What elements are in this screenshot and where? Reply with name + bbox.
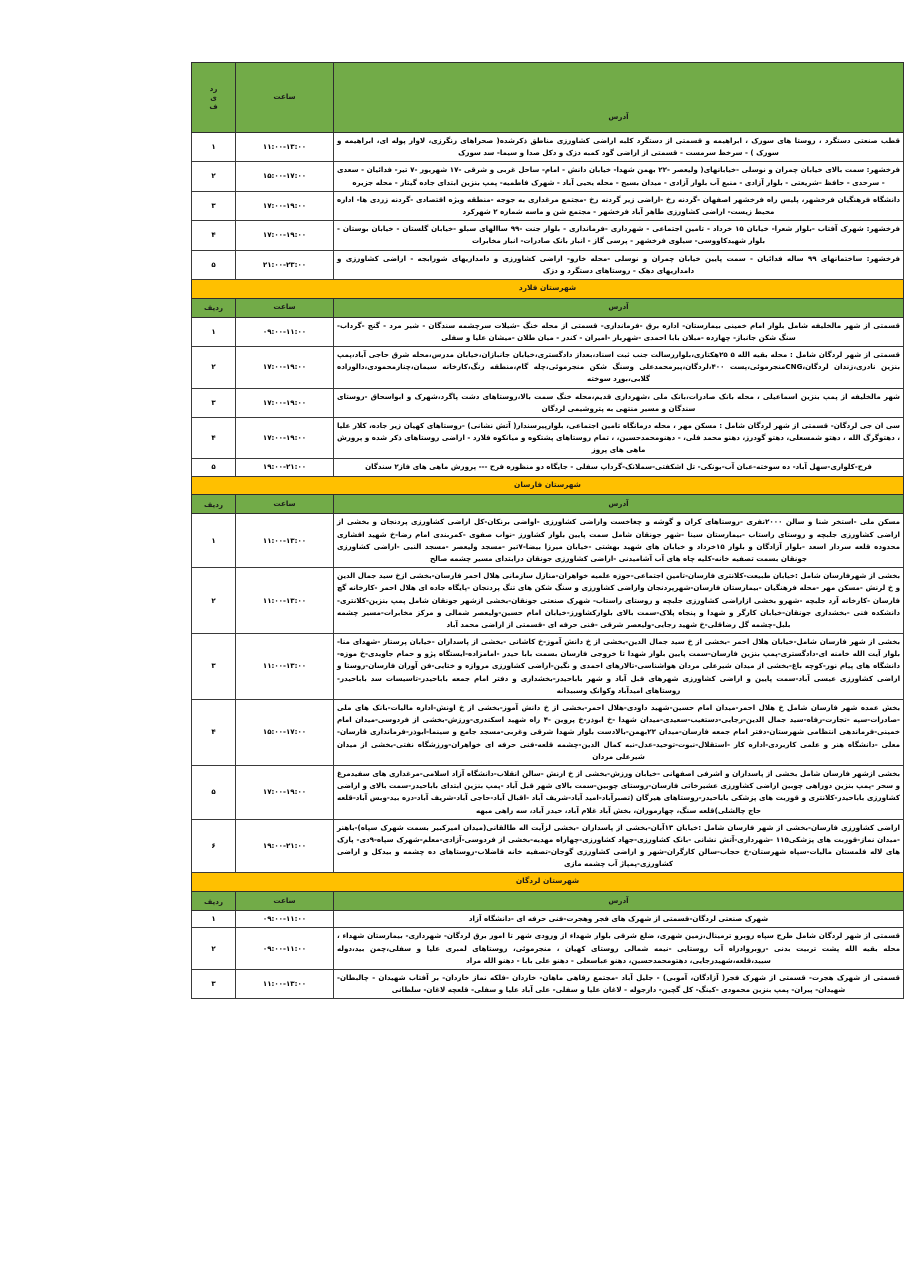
cell-row-number: ۳: [192, 388, 236, 417]
column-header-row: [192, 495, 904, 514]
row-number-label-part-2: ی: [210, 93, 217, 102]
column-header-row: [192, 63, 904, 133]
cell-time: ۱۷:۰۰-۱۹:۰۰: [236, 417, 334, 459]
column-header-row: [192, 298, 904, 317]
cell-address: سی ان جی لردگان- قسمتی از شهر لردگان شامل : مسکن مهر ، محله درمانگاه تامین اجتماعی، بلوارپیرسندار( آتش نشانی) -روستاهای کهیان زیر جاده، کلار علیا ، دهتوگرگ الله ، دهتو شمسعلی، دهتو گودرز، دهنو محمد فلی، - دهنومحمدحسین، ، تمام روستاهای پشتکوه و میانکوه فلارد - اراضی روستاهای ذکر شده و پرورش ماهی های پروز: [334, 417, 904, 459]
cell-address: قسمتی از شهر مالخلیفه شامل بلوار امام خمینی بیمارستان- اداره برق -فرمانداری- قسمتی از محله خنگ -شیلات سرچشمه سندگان - شیر مرد - گنج -گرداب- سنگ شکن جانباز- چهارده -مبلان بابا احمدی -شهربار -امیران - کندر - میان طلان -میشان علیا و سفلی: [334, 317, 904, 346]
row-number-label: ردیف: [203, 896, 224, 906]
cell-row-number: ۳: [192, 191, 236, 220]
cell-address: قسمتی از شهرک هجرت- قسمتی از شهرک فجر( آزادگان، آموبی) - جلیل آباد -مجتمع رفاهی ماهان- خاردان -فلکه نماز خاردان- بر آفتاب شهیدان - چالبطان- شهیدان- پیران- پمپ بنزین محمودی -کینگ- کل گچین- دارجوله - لاغان علیا و سفلی- علی آباد علیا و سفلی- قلعچه لاغان- سلطانی: [334, 969, 904, 998]
column-header-row: [192, 892, 904, 911]
table-row: [192, 317, 904, 346]
column-header-address: آدرس: [334, 495, 904, 514]
section-title: شهرستان لردگان: [192, 873, 904, 892]
cell-time: ۱۷:۰۰-۱۹:۰۰: [236, 221, 334, 250]
row-number-label: ردیف: [203, 303, 224, 313]
cell-address: شهرک صنعتی لردگان-قسمتی از شهرک های فجر وهجرت-فنی حرفه ای -دانشگاه آزاد: [334, 911, 904, 928]
cell-time: ۱۹:۰۰-۲۱:۰۰: [236, 459, 334, 476]
cell-address: شهر مالخلیفه از پمپ بنزین اسماعیلی ، محله بانک صادرات،بانک ملی ،شهرداری قدیم،محله خنگ سمت بالا،روستاهای دشت پاگرد،شهرک و ابواسحاق -روستای سندگان و مسیر منتهی به پتروشیمی لردگان: [334, 388, 904, 417]
table-row: [192, 250, 904, 279]
column-header-address: آدرس: [334, 298, 904, 317]
table-row: [192, 568, 904, 634]
column-header-time: ساعت: [236, 298, 334, 317]
cell-address: فرخشهر: ساختمانهای ۹۹ ساله فدائیان - سمت پایین خیابان چمران و نوسلی -محله خارو- اراضی کشاورزی و دامداریهای شورابجه - اراضی کشاورزی و دامداریهای دهک - روستاهای دستگرد و دزک: [334, 250, 904, 279]
row-number-label-stack: [193, 500, 234, 509]
table-row: [192, 459, 904, 476]
cell-row-number: ۴: [192, 417, 236, 459]
cell-row-number: ۴: [192, 700, 236, 766]
cell-time: ۱۷:۰۰-۱۹:۰۰: [236, 346, 334, 388]
cell-time: ۰۹:۰۰-۱۱:۰۰: [236, 928, 334, 970]
cell-row-number: ۵: [192, 459, 236, 476]
cell-row-number: ۳: [192, 969, 236, 998]
column-header-address: آدرس: [334, 892, 904, 911]
cell-time: ۱۱:۰۰-۱۳:۰۰: [236, 634, 334, 700]
table-row: [192, 911, 904, 928]
cell-row-number: ۲: [192, 568, 236, 634]
cell-row-number: ۲: [192, 346, 236, 388]
cell-time: ۱۵:۰۰-۱۷:۰۰: [236, 162, 334, 191]
outage-schedule-table: [191, 62, 904, 999]
section-title: شهرستان فارسان: [192, 476, 904, 495]
table-row: [192, 819, 904, 873]
row-number-label: ردیف: [203, 499, 224, 509]
table-body: [192, 63, 904, 999]
row-number-label-part-1: رد: [209, 84, 218, 93]
cell-address: دانشگاه فرهنگیان فرخشهر، پلیس راه فرخشهر اصفهان -گردنه رخ -اراضی زیر گردنه رخ -مجتمع مرغداری به جوجه -منطقه ویژه اقتصادی -گردنه زردی ها- اداره محیط زیست- اراضی کشاورزی طاهر آباد فرخشهر - مجتمع شن و ماسه شماره ۲ شهرکرد: [334, 191, 904, 220]
cell-row-number: ۱: [192, 514, 236, 568]
cell-time: ۲۱:۰۰-۲۳:۰۰: [236, 250, 334, 279]
table-row: [192, 634, 904, 700]
cell-row-number: ۲: [192, 162, 236, 191]
row-number-label-stack: [193, 897, 234, 906]
column-header-time: ساعت: [236, 495, 334, 514]
table-row: [192, 969, 904, 998]
row-number-label-stack: [193, 84, 234, 111]
cell-address: اراضی کشاورزی فارسان-بخشی از شهر فارسان شامل :خیابان ۱۳آبان-بخشی از پاسداران -بخشی لزآیت اله طالقانی(میدان امیرکبیر بسمت شهرک سپاه)-باهنر -میدان نماز-قوربت های پزشکی۱۱۵ -شهرداری-آتش نشانی -بانک کشاورزی-جهاد کشاورزی-چهاراه مهدیه-بخشی از فردوسی-آزادی-معلم-شهرک سپاه-۹دی- پارک های لاله فلمستان مالیات-سپاه شهرستان-خ حجاب-سالن کارگران-شهر و اراضی کشاورزی گوجان-تصفیه خانه قاضلاب-روستاهای ده چشمه و بیدکل و اراضی کشاورزی-پمپاژ آب چشمه مازی: [334, 819, 904, 873]
cell-address: مسکن ملی -استخر شنا و سالن ۲۰۰۰نفری -روستاهای کران و گوشه و چغاخست واراضی کشاورزی -اواضی برنکان-کل اراضی کشاورزی پردنجان و بخشی از اراضی کشاورزی جلبچه و روستای راستاب -بیمارستان سینا -شهر جونقان شامل سمت پایین بلوار کشاورز -نواب صفوی -کمربندی امام رضا-خ شهید افشاری محدوده قلعه سردار اسعد -بلوار آزادگان و بلوار ۱۵خرداد و خیابان های شهید بهشتی -خیابان میرزا بیضا-۷تیر -مسجد ولیعصر -مسجد النبی -اراضی کشاورزی جونقان بسمت تصفیه خانه-کلیه چاه های آب آشامیدنی -اراضی کشاورزی جونقان درابتدای مسیر چشمه صالح: [334, 514, 904, 568]
cell-time: ۱۷:۰۰-۱۹:۰۰: [236, 765, 334, 819]
cell-time: ۱۱:۰۰-۱۳:۰۰: [236, 568, 334, 634]
table-row: [192, 221, 904, 250]
cell-time: ۰۹:۰۰-۱۱:۰۰: [236, 911, 334, 928]
cell-time: ۱۱:۰۰-۱۳:۰۰: [236, 969, 334, 998]
column-header-address: آدرس: [334, 63, 904, 133]
cell-row-number: ۱: [192, 133, 236, 162]
section-title-row: [192, 279, 904, 298]
outage-schedule-sheet: [192, 62, 904, 999]
table-row: [192, 162, 904, 191]
column-header-row-number: [192, 63, 236, 133]
cell-row-number: ۳: [192, 634, 236, 700]
cell-row-number: ۲: [192, 928, 236, 970]
table-row: [192, 700, 904, 766]
cell-row-number: ۶: [192, 819, 236, 873]
cell-time: ۰۹:۰۰-۱۱:۰۰: [236, 317, 334, 346]
table-row: [192, 191, 904, 220]
column-header-time: ساعت: [236, 892, 334, 911]
column-header-row-number: [192, 892, 236, 911]
cell-time: ۱۱:۰۰-۱۳:۰۰: [236, 133, 334, 162]
row-number-label-stack: [193, 303, 234, 312]
table-row: [192, 928, 904, 970]
cell-time: ۱۹:۰۰-۲۱:۰۰: [236, 819, 334, 873]
cell-address: فرخشهر: شهرک آفتاب -بلوار شعرا- خیابان ۱۵ خرداد - تامین اجتماعی - شهرداری -فرمانداری - بلوار جنت -۹۹ ساالهای سبلو -خیابان گلستان - خیابان بوستان - بلوار شهیدکاووسی- سیلوی فرخشهر - پرسی گاز - انبار بانک صادرات- انبار مخابرات: [334, 221, 904, 250]
cell-time: ۱۱:۰۰-۱۳:۰۰: [236, 514, 334, 568]
cell-time: ۱۷:۰۰-۱۹:۰۰: [236, 191, 334, 220]
column-header-row-number: [192, 495, 236, 514]
cell-address: فرخشهر: سمت بالای خیابان چمران و نوسلی -خیابانهای( ولیعصر -۲۲ بهمن شهدا- خیابان دانش - امام- ساحل غربی و شرقی -۱۷ شهریور -۷ تیر- فدائیان - سعدی - سرحدی - حافظ -شریعتی - بلوار آزادی - منبع آب بلوار آزادی - میدان بسیج - محله یحیی آباد - شهرک فاطمیه- پمپ بنزین ابتدای جاده گیتار - محله جزیره: [334, 162, 904, 191]
cell-address: قسمتی از شهر لردگان شامل : محله بقیه الله ۵ ۲۵هکتاری،بلواررسالت جنب ثبت اسناد،بعداز دادگستری،خیابان جانبازان،خیابان مدرس،محله شرق حاجی آباد،پمپ بنزین نادری،زندان لردگان،CNGمنجرموئی،پست ۴۰۰،لردگان،پیرمحمدعلی وسنگ شکن منجرموئی،چله گام،منطقه رنگ،کارخانه سیمان،چنارمحمودی،دالوراده گلابی،بوړد سوخته: [334, 346, 904, 388]
column-header-time: ساعت: [236, 63, 334, 133]
section-title-row: [192, 873, 904, 892]
table-row: [192, 514, 904, 568]
column-header-row-number: [192, 298, 236, 317]
cell-address: بخشی از شهر فارسان شامل-خیابان هلال احمر -بخشی از خ سید جمال الدین-بخشی از خ دانش آموز-خ کاشانی -بخشی از پاسداران -خیابان پرستار -شهدای منا-بلوار آیت الله خامنه ای-دادگستری-پمپ بنزین فارسان-سمت پایین بلوار شهدا تا خروجی فارسان بسمت بابا حیدر -امامزاده-ایستگاه پژو و حمام جاویدی-خ موزه-دانشگاه های پیام نور-کوچه باغ-بخشی از میدان شیرعلی مردان هواشناسی-تالارهای احمدی و نگین-اراضی کشاورزی مروازه و ختایی-فن آوران فارسان-روستا و اراضی کشاورزی عیسی آباد-سمت پایین و اراضی کشاورزی شهرهای قبل آباد و شهر باباحیدر-بخشداری و دفتر امام جمعه باباحیدر-تاسیسات سد باباحیدر-روستاهای امیدآباد وکوانک وسبیدانه: [334, 634, 904, 700]
table-row: [192, 765, 904, 819]
cell-address: قسمتی از شهر لردگان شامل طرح سپاه روبرو ترمینال،زمین شهری، ضلع شرقی بلوار شهداء از ورودی شهر تا امور برق لردگان- شهرداری- بیمارستان شهداء ، محله بقیه الله پشت تربیت بدنی -روبروادراه آب روستایی -نیمه شمالی روستای کهیان ، منجرموئی، روستاهای لمبری علیا و سفلی،چمن بید،دوله سیید،قلعه،شهیدرجایی، دهتومحمدحسین، دهنو عباسعلی - دهنو علی بابا - دهنو الله مراد: [334, 928, 904, 970]
row-number-label-part-3: ف: [209, 102, 218, 111]
table-row: [192, 417, 904, 459]
cell-address: قطب صنعتی دستگرد ، روستا های سورک ، ابراهیمه و قسمتی از دستگرد کلبه اراضی کشاورزی مناطق ذکرشده( صحراهای رنگرزی، لاوار پوله ای، ابراهیمه و سورک ) - سرخط سرمست - قسمتی از اراضی گود کمبه دزک و دکل صدا و سیما- سد سورک: [334, 133, 904, 162]
cell-row-number: ۴: [192, 221, 236, 250]
cell-row-number: ۵: [192, 250, 236, 279]
table-row: [192, 133, 904, 162]
table-row: [192, 346, 904, 388]
cell-row-number: ۱: [192, 911, 236, 928]
section-title: شهرستان فلارد: [192, 279, 904, 298]
cell-row-number: ۵: [192, 765, 236, 819]
cell-address: بخشی از شهرفارسان شامل :خیابان طبیعت-کلانتری فارسان-تامین اجتماعی-حوزه علمیه خواهران-منازل سازمانی هلال احمر فارسان-بخشی ازخ سید جمال الدین و خ لرنش -مسکن مهر -محله فرهنگیان -بیمارستان فارسان-شهرپردنجان واراضی کشاورزی و سنگ شکن های تنگ پردنجان -پایگاه جاده ای هلال احمر -کارخانه گچ فارسان -کارخانه آرد جلبچه -شهرو بخشی ازاراضی کشاورزی جلبچه و روستای راستاب- شهرک صنعتی جونقان-بخشی ازشهر جونقان شامل پمپ بنزین-کلانتری-دانشکده فنی -بخشداری جونقان-خیابان کارگر و شهدا و پنجاه پلاک-سمت بالای بلوارکشاورز-خیابان امام حسین-ولیعصر شمالی و مرکز مخابرات-مسیر چشمه بلبل-چشمه گل رضاقلی-خ شهید رجایی-ولیعصر شرقی -فنی حرفه ای -قسمتی از اراضی محمد آباد: [334, 568, 904, 634]
cell-address: فرح-کلواری-سهل آباد- ده سوخته-عبان آب-بونکی- تل اشکفتی-سملانک-گرداپ سفلی - جایگاه دو منظوره فرح --- پرورش ماهی های فاز۲ سندگان: [334, 459, 904, 476]
cell-row-number: ۱: [192, 317, 236, 346]
cell-time: ۱۵:۰۰-۱۷:۰۰: [236, 700, 334, 766]
table-row: [192, 388, 904, 417]
cell-address: بخشی ازشهر فارسان شامل بخشی از پاسداران و اشرفی اصفهانی -خیابان ورزش-بخشی از خ ارنش -سالن انقلاب-دانشگاه آزاد اسلامی-مرغداری های سفیدمرغ و سحر -پمپ بنزین دوراهی چوبین اراضی کشاورزی عشیرخاتی فارسان-روستای چوبین-سمت بالای شهر قبل آباد -پمپ بنزین ابتدای باباحیدر-سمت بالای و اراضی کشاورزی باباحیدر-کلانتری و قوربت های پزشکی باباحیدر-روستاهای هیرگان (تصبرآباد-امید آباد-شریف آباد -اقبال آباد-حاجی آباد-شریف آباد-دره بید-وبس آباد-قلعه حاج چالشلی)قلعه سنگ، چهارموران، بخش آباد غلام آباد، حیدر آباد، سه راهی مبهه: [334, 765, 904, 819]
cell-time: ۱۷:۰۰-۱۹:۰۰: [236, 388, 334, 417]
section-title-row: [192, 476, 904, 495]
cell-address: بخش عمده شهر فارسان شامل خ هلال احمر-میدان امام حسین-شهید داودی-هلال احمر-بخشی از خ دانش آموز-بخشی از خ اونش-اداره مالیات-بانک های ملی -صادرات-سپه -تجارت-رفاه-سید جمال الدین-رجایی-دستغیب-سعیدی-میدان شهدا -خ ابوذر-خ پروین -۴ راه شهید اسکندری-ورزش-بخشی از فردوسی-میدان امام خمینی-فرماندهی انتظامی شهرستان-دفتر امام جمعه فارسان-میدان ۲۲بهمن-بالادست بلوار شهدا شرقی وغربی-مسجد جامع و سینما-ابوذر-فرمانداری فارسان-معلی -دانشگاه هنر و علمی کاربردی-اداره کار -استقلال-نبوت-توحید-عدل-نبه کمال الدین-چشمه قلعه-فنی حرفه ای خواهران-ورزشگاه نفتی-بخشی از میدان شیرعلی مردان: [334, 700, 904, 766]
